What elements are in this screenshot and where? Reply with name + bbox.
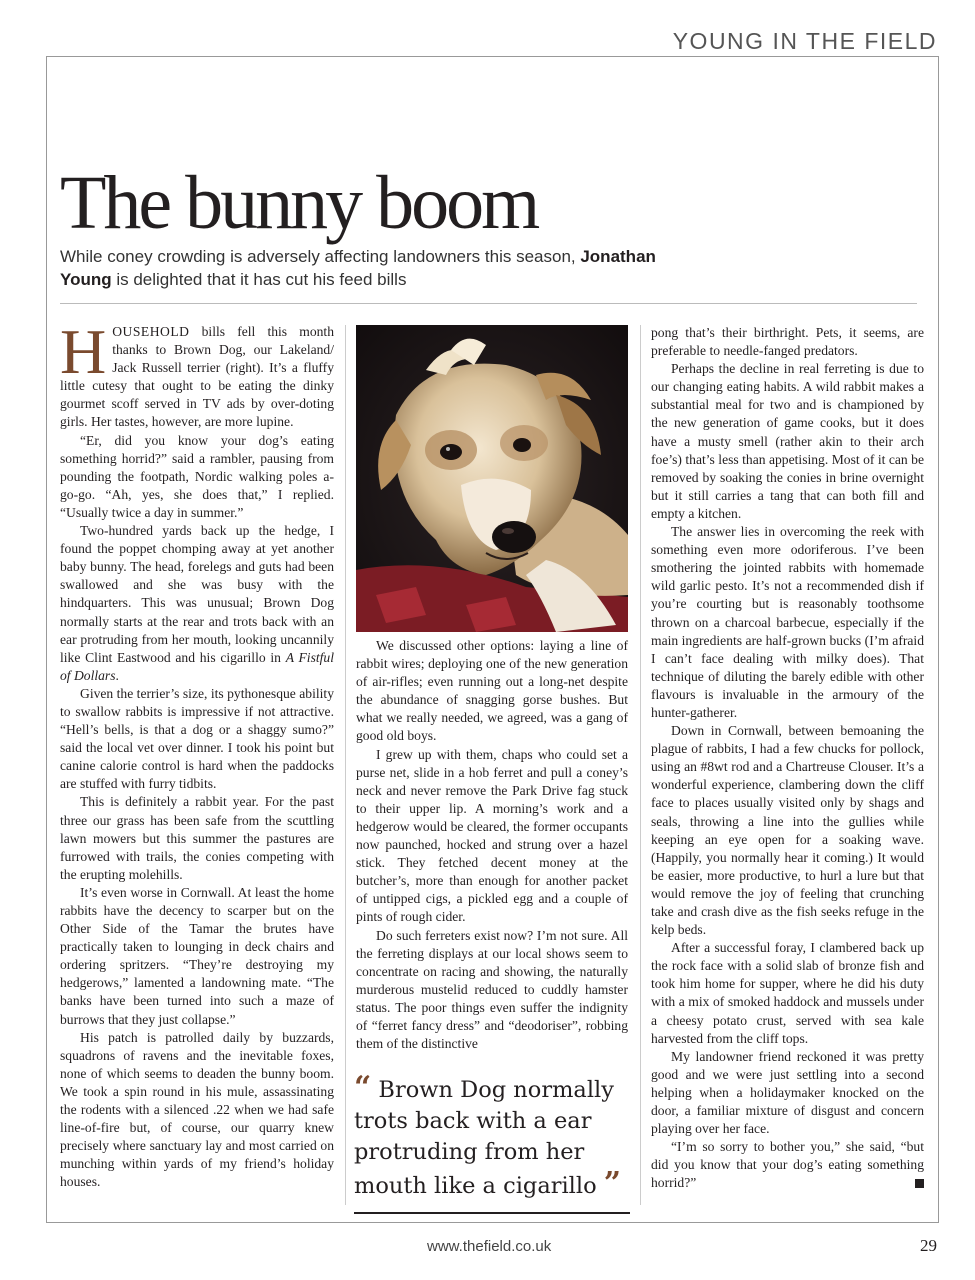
paragraph: Perhaps the decline in real ferreting is due to our changing eating habits. A wild rabbit makes a substantial meal for two and is championed by the new generation of game cooks, but it does have a musty smell (rather akin to their arch foe’s) that’s less than appetising. Most of it can be removed by soaking the conies in brine overnight but it still carries a tang that can both fill and empty a kitchen.	[651, 361, 924, 521]
paragraph-text: bills fell this month thanks to Brown Dog, our Lakeland/ Jack Russell terrier (right). It’s a fluffy little cutesy that ought to be eating the dinky gourmet scoff served in TV ads by over-doting girls. Her tastes, however, are more lupine.	[60, 324, 334, 430]
standfirst-text-end: is delighted that it has cut his feed bills	[111, 270, 407, 289]
pull-quote	[354, 1072, 630, 1214]
paragraph: Down in Cornwall, between bemoaning the plague of rabbits, I had a few chucks for pollock, using an #8wt rod and a Chartreuse Clouser. It’s a wonderful experience, clambering down the cliff face to places usually visited only by shags and seals, throwing a line into the gullies while keeping an eye open for a soaking wave. (Happily, you normally hear it coming.) It would be easier, more productive, to hurl a lure but that would remove the joy of feeling that crunching take and crash dive as the fish seeks refuge in the kelp beds.	[651, 723, 924, 938]
section-label: YOUNG IN THE FIELD	[672, 28, 937, 54]
footer-website-link[interactable]: www.thefield.co.uk	[427, 1238, 552, 1255]
paragraph: His patch is patrolled daily by buzzards, squadrons of ravens and the inevitable foxes, none of which seems to deaden the bunny boom. We took a spin round in his mule, assassinating the rodents with a silenced .22 when we had safe line-of-fire but, of course, our quarry knew precisely where sanctuary lay and most carried on munching within yards of my friend’s holiday houses.	[60, 1029, 334, 1190]
page-number: 29	[920, 1236, 937, 1255]
paragraph	[60, 522, 334, 685]
author-name: Jonathan Young	[60, 247, 656, 289]
paragraph: I grew up with them, chaps who could set a purse net, slide in a hob ferret and pull a coney’s neck and never remove the Park Drive fag stuck to their upper lip. A morning’s work and a hedgerow would be cleared, the former occupants now paunched, hocked and strung over a hazel stick. They fetched decent money at the butcher’s, more than enough for another packet of untipped cigs, a pickled egg and a couple of pints of rough cider.	[356, 746, 628, 925]
article-standfirst	[60, 245, 660, 291]
paragraph: My landowner friend reckoned it was pretty good and we were just settling into a second helping when a holidaymaker knocked on the door, a familiar mixture of disgust and concern playing over her face.	[651, 1048, 924, 1137]
paragraph	[651, 1138, 924, 1192]
standfirst-text: While coney crowding is adversely affecting landowners this season,	[60, 247, 581, 266]
paragraph: Given the terrier’s size, its pythonesque ability to swallow rabbits is impressive if not attractive. “Hell’s bells, is that a dog or a shaggy sumo?” said the local vet over dinner. I took his point but canine calorie control is hard when the paddocks are stuffed with furry tidbits.	[60, 685, 334, 792]
paragraph-text: “I’m so sorry to bother you,” she said, “but did you know that your dog’s eating something horrid?”	[651, 1139, 924, 1191]
header-rule	[60, 303, 917, 304]
dog-photo	[356, 325, 628, 632]
film-title: A Fistful of Dollars	[60, 649, 334, 683]
column-divider	[640, 325, 641, 1205]
end-mark-icon	[915, 1179, 924, 1188]
column-divider	[345, 325, 346, 1205]
paragraph: “Er, did you know your dog’s eating something horrid?” said a rambler, pausing from pounding the footpath, Nordic walking poles a-go-go. “Ah, yes, she does that,” I replied. “Usually twice a day in summer.”	[60, 432, 334, 520]
paragraph: pong that’s their birthright. Pets, it seems, are preferable to needle-fanged predators.	[651, 325, 924, 359]
paragraph	[60, 316, 334, 432]
pull-quote-text: Brown Dog normally trots back with a ear protruding from her mouth like a cigarillo	[354, 1077, 614, 1199]
dog-illustration	[356, 325, 628, 632]
article-title: The bunny boom	[60, 161, 538, 245]
close-quote-mark: ”	[603, 1166, 622, 1201]
opening-caps: OUSEHOLD	[112, 324, 190, 339]
article-column-2	[356, 637, 628, 1053]
paragraph-text: .	[115, 667, 119, 683]
paragraph-text: Two-hundred yards back up the hedge, I found the poppet chomping away at yet another baby bunny. The head, forelegs and guts had been swallowed and she was busy with the hindquarters. This was unusual; Brown Dog normally starts at the rear and trots back with an ear protruding from her mouth, looking uncannily like Clint Eastwood and his cigarillo in	[60, 523, 334, 665]
drop-cap: H	[60, 316, 107, 387]
article-column-3	[651, 324, 924, 1193]
paragraph: The answer lies in overcoming the reek with something even more odoriferous. I’ve been smothering the jointed rabbits with homemade wild garlic pesto. It’s not a recommended dish if you’re courting but is reasonably toothsome thrown on a charcoal barbecue, especially if the main ingredients are half-grown bucks (I’m afraid I can’t face dealing with milky does). That technique of diluting the barely edible with other flavours is invaluable in the armoury of the hunter-gatherer.	[651, 524, 924, 720]
paragraph: This is definitely a rabbit year. For the past three our grass has been safe from the scuttling lawn mowers but this summer the pastures are furrowed with trails, the conies competing with the erupting molehills.	[60, 794, 334, 882]
open-quote-mark: “	[354, 1070, 372, 1105]
article-column-1	[60, 316, 334, 1192]
paragraph: It’s even worse in Cornwall. At least the home rabbits have the decency to scarper but on the Other Side of the Tamar the brutes have practically taken to lounging in deck chairs and ordering spritzers. “They’re destroying my hedgerows,” lamented a landowning mate. “The banks have been turned into such a maze of burrows that they just collapse.”	[60, 884, 334, 1027]
paragraph: We discussed other options: laying a line of rabbit wires; deploying one of the new generation of air-rifles; even running out a long-net despite the abundance of snagging gorse bushes. But what we really needed, we agreed, was a gang of good old boys.	[356, 638, 628, 744]
paragraph: After a successful foray, I clambered back up the rock face with a solid slab of bronze fish and took him home for supper, where he did his duty with a mix of smoked haddock and mussels under a cheesy potato crust, served with sea kale harvested from the cliff tops.	[651, 940, 924, 1046]
paragraph: Do such ferreters exist now? I’m not sure. All the ferreting displays at our local shows seem to concentrate on racing and showing, the naturally murderous mustelid reduced to cuddly hamster status. The poor things even suffer the indignity of “ferret fancy dress” and “deodoriser”, robbing them of the distinctive	[356, 927, 628, 1052]
